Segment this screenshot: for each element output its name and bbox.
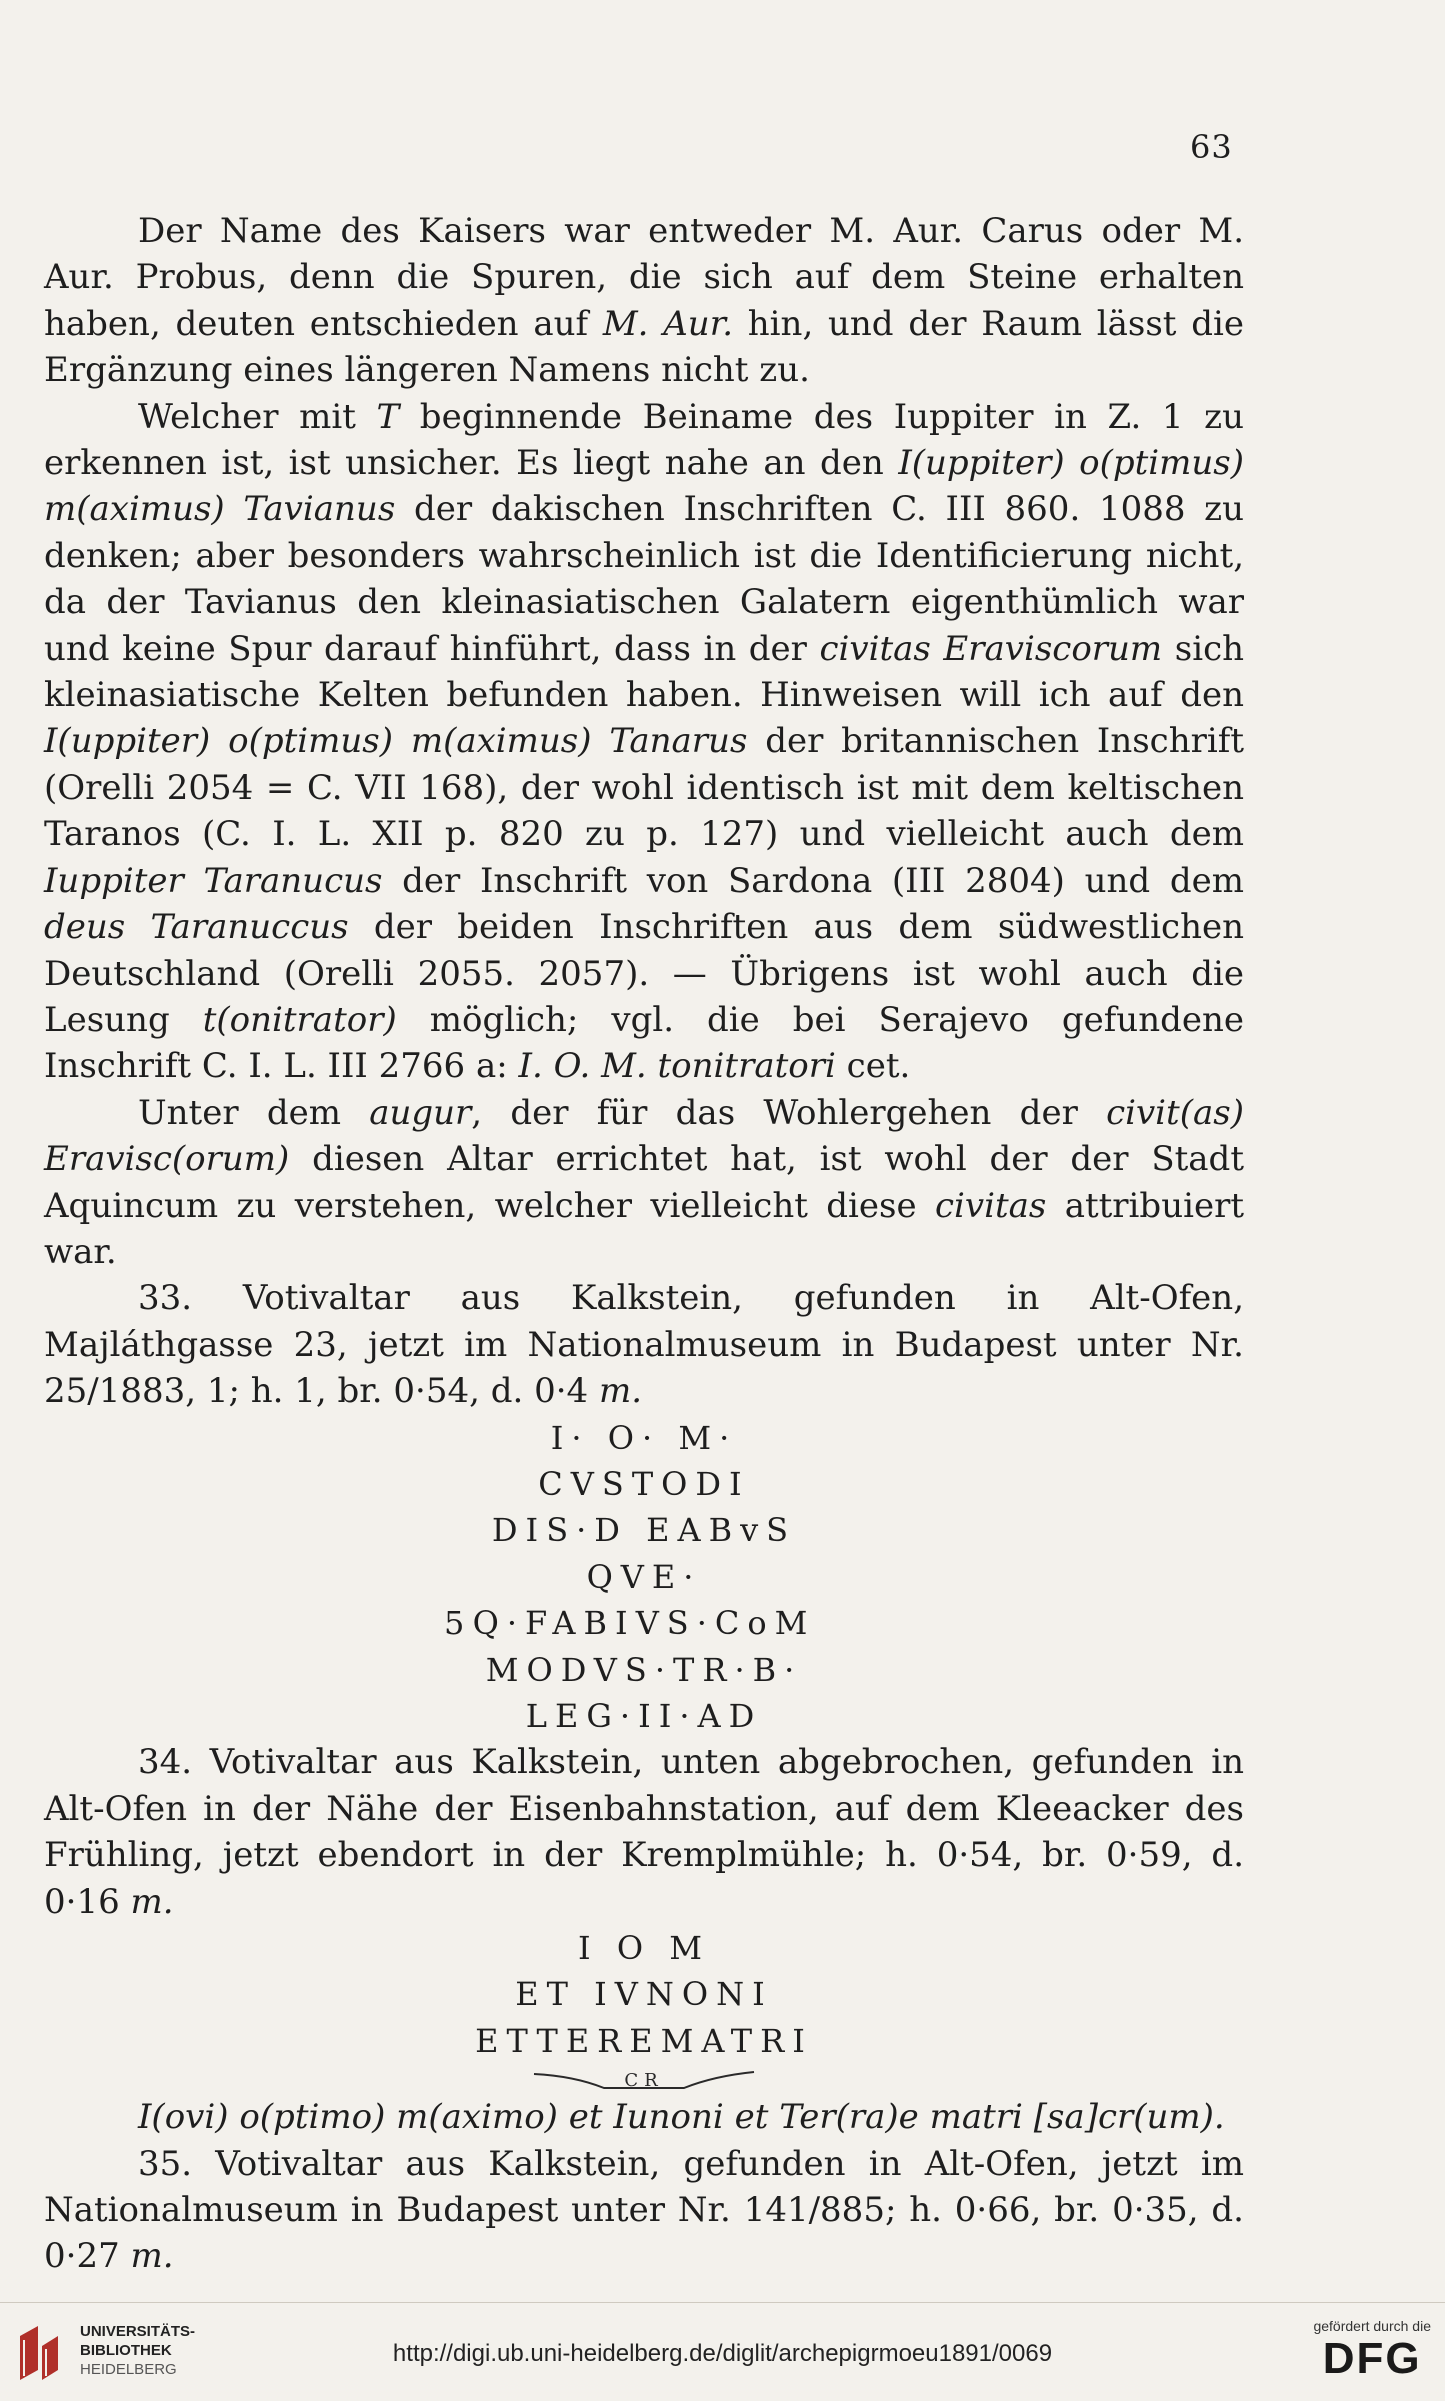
inscription-line: ET IVNONI <box>515 1975 773 2014</box>
text-run: Welcher mit <box>138 396 377 437</box>
italic-run: Iuppiter Taranucus <box>44 860 383 901</box>
funder-label: gefördert durch die <box>1313 2318 1431 2334</box>
paragraph-33 <box>44 1275 1244 1414</box>
italic-run: m. <box>599 1371 643 1412</box>
italic-run: I(uppiter) o(ptimus) m(aximus) Tanarus <box>44 721 748 762</box>
inscription-line: I O M <box>578 1928 710 1967</box>
fragment-letters: CR <box>624 2070 664 2092</box>
library-name-line: HEIDELBERG <box>80 2361 177 2378</box>
text-run: attribuiert war. <box>44 1185 1244 1272</box>
text-run: der britannischen Inschrift (Orelli 2054 = C. VII 168), der wohl identisch ist mit dem keltischen Taranos (C. I. L. XII p. 820 zu p. 127) und vielleicht auch dem <box>44 721 1244 855</box>
library-name-line: BIBLIOTHEK <box>80 2342 172 2359</box>
text-run: der dakischen Inschriften C. III 860. 1088 zu denken; aber besonders wahrscheinlich ist die Identificierung nicht, da der Tavianus den kleinasiatischen Galatern eigenthümlich war und keine Spur darauf hinführt, dass in der <box>44 489 1244 669</box>
text-run: cet. <box>835 1046 911 1087</box>
italic-run: I. O. M. tonitratori <box>518 1046 836 1087</box>
text-run: 34. Votivaltar aus Kalkstein, unten abgebrochen, gefunden in Alt-Ofen in der Nähe der Eisenbahnstation, auf dem Kleeacker des Frühling, jetzt ebendort in der Kremplmühle; h. 0·54, br. 0·59, d. 0·16 <box>44 1742 1244 1922</box>
inscription-line: CVSTODI <box>538 1464 750 1503</box>
paragraph-34 <box>44 1739 1244 1925</box>
digitization-footer <box>0 2318 1445 2398</box>
text-run: , der für das Wohlergehen der <box>471 1092 1107 1133</box>
italic-run: civit(as) Eravisc(orum) <box>44 1092 1244 1180</box>
paragraph-2 <box>44 394 1244 1090</box>
text-run: beginnende Beiname des Iuppiter in Z. 1 zu erkennen ist, ist unsicher. Es liegt nahe an den <box>44 396 1244 484</box>
text-run: der Inschrift von Sardona (III 2804) und dem <box>382 860 1244 901</box>
italic-run: civitas Eraviscorum <box>819 628 1163 669</box>
library-name-line: UNIVERSITÄTS- <box>80 2323 196 2340</box>
italic-run: augur <box>369 1092 472 1133</box>
inscription-line-number: 5 <box>444 1604 473 1643</box>
text-run: 35. Votivaltar aus Kalkstein, gefunden in Alt-Ofen, jetzt im Nationalmuseum in Budapest unter Nr. 141/885; h. 0·66, br. 0·35, d. 0·27 <box>44 2143 1244 2277</box>
permalink-url[interactable]: http://digi.ub.uni-heidelberg.de/diglit/archepigrmoeu1891/0069 <box>392 2340 1053 2367</box>
italic-run: I(uppiter) o(ptimus) m(aximus) Tavianus <box>44 443 1244 530</box>
funder-block <box>1313 2318 1431 2384</box>
broken-edge-fragment <box>44 2064 1244 2094</box>
paragraph-35 <box>44 2141 1244 2280</box>
italic-run: T <box>376 396 400 437</box>
inscription-line-text: Q·FABIVS·CoM <box>472 1604 816 1643</box>
page-number: 63 <box>1190 128 1233 166</box>
text-run: hin, und der Raum lässt die Ergänzung eines längeren Namens nicht zu. <box>44 303 1244 391</box>
text-run: möglich; vgl. die bei Serajevo gefundene Inschrift C. I. L. III 2766 a: <box>44 999 1244 1087</box>
footer-divider <box>0 2302 1445 2303</box>
inscription-line: DIS·D EABvS <box>491 1511 797 1550</box>
inscription-line: ETTEREMATRI <box>475 2021 813 2060</box>
inscription-line: QVE· <box>586 1557 702 1596</box>
italic-run: civitas <box>934 1185 1047 1226</box>
paragraph-3 <box>44 1090 1244 1276</box>
inscription-33 <box>44 1415 1244 1740</box>
paragraph-1 <box>44 208 1244 394</box>
page-body <box>44 208 1244 2280</box>
inscription-line: MODVS·TR·B· <box>485 1650 803 1689</box>
text-run: Unter dem <box>138 1092 370 1133</box>
inscription-34 <box>44 1925 1244 2094</box>
dfg-logo: DFG <box>1322 2334 1422 2383</box>
italic-run: m. <box>130 2236 174 2277</box>
italic-run: m. <box>130 1881 174 1922</box>
italic-run: deus Taranuccus <box>44 907 349 948</box>
inscription-line: I· O· M· <box>550 1418 738 1457</box>
text-run: diesen Altar errichtet hat, ist wohl der der Stadt Aquincum zu verstehen, welcher vielleicht diese <box>44 1139 1244 1226</box>
text-run: Der Name des Kaisers war entweder M. Aur. Carus oder M. Aur. Probus, denn die Spuren, die sich auf dem Steine erhalten haben, deuten entschieden auf <box>44 211 1244 344</box>
text-run: der beiden Inschriften aus dem südwestlichen Deutschland (Orelli 2055. 2057). — Übrigens ist wohl auch die Lesung <box>44 907 1244 1040</box>
text-run: 33. Votivaltar aus Kalkstein, gefunden in Alt-Ofen, Majláthgasse 23, jetzt im Nationalmuseum in Budapest unter Nr. 25/1883, 1; h. 1, br. 0·54, d. 0·4 <box>44 1278 1244 1412</box>
italic-run: I(ovi) o(ptimo) m(aximo) et Iunoni et Ter(ra)e matri [sa]cr(um). <box>138 2097 1225 2138</box>
text-run: sich kleinasiatische Kelten befunden haben. Hinweisen will ich auf den <box>44 628 1245 716</box>
inscription-line <box>44 1600 1244 1646</box>
paragraph-34-reading <box>44 2094 1244 2140</box>
inscription-line: LEG·II·AD <box>525 1696 763 1735</box>
italic-run: t(onitrator) <box>202 999 397 1040</box>
italic-run: M. Aur. <box>602 303 734 344</box>
